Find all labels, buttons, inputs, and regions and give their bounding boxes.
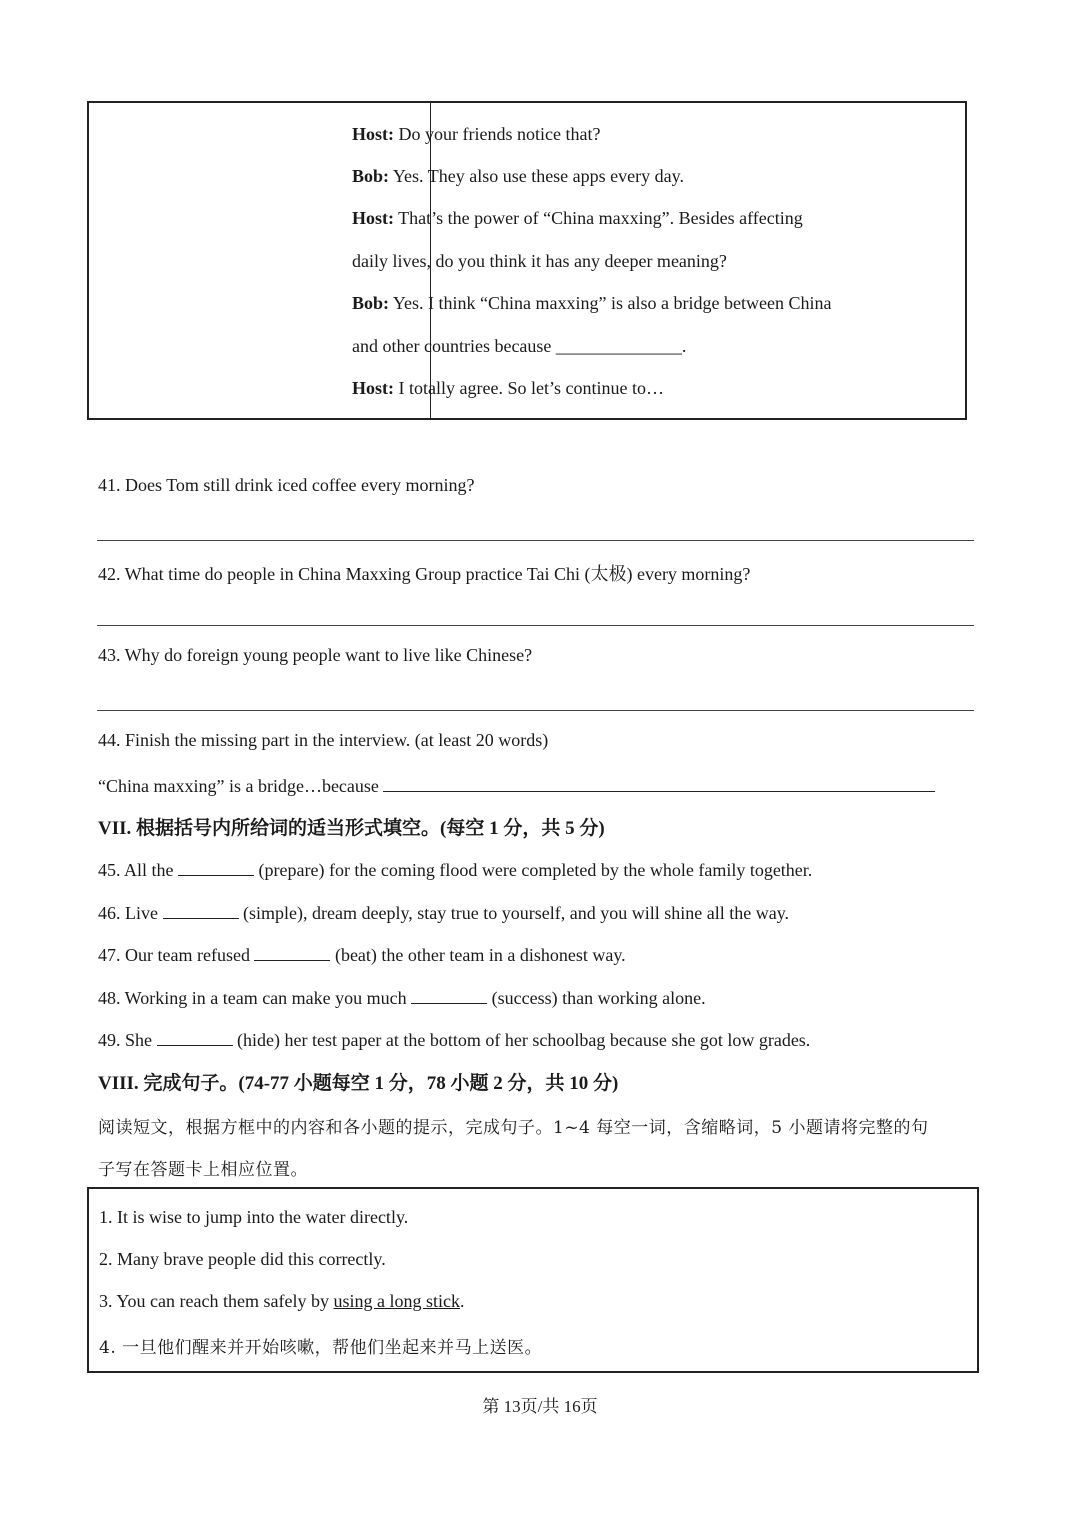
item-48: 48. Working in a team can make you much (success) than working alone. (98, 985, 706, 1009)
question-41: 41. Does Tom still drink iced coffee every morning? (98, 475, 475, 495)
hint-box (87, 1187, 979, 1373)
answer-blank-48[interactable] (411, 985, 487, 1004)
dialogue-line: Bob: Yes. They also use these apps every day. (352, 166, 684, 186)
answer-blank-49[interactable] (157, 1027, 233, 1046)
answer-blank-45[interactable] (178, 857, 254, 876)
hint-line-3: 3. You can reach them safely by using a long stick. (99, 1291, 465, 1311)
dialogue-line: Bob: Yes. I think “China maxxing” is also a bridge between China (352, 293, 832, 313)
section-8-instructions: 阅读短文，根据方框中的内容和各小题的提示，完成句子。1~4 每空一词，含缩略词，5 小题请将完整的句 (98, 1118, 929, 1138)
item-46: 46. Live (simple), dream deeply, stay true to yourself, and you will shine all the way. (98, 900, 789, 924)
answer-blank-46[interactable] (163, 900, 239, 919)
underlined-phrase: using a long stick (333, 1291, 460, 1311)
answer-blank-44[interactable] (383, 773, 935, 792)
dialogue-line: and other countries because ______________. (352, 336, 687, 356)
section-7-heading: VII. 根据括号内所给词的适当形式填空。(每空 1 分，共 5 分) (98, 818, 605, 839)
answer-line-43[interactable] (97, 710, 974, 711)
question-43: 43. Why do foreign young people want to live like Chinese? (98, 645, 533, 665)
question-44: 44. Finish the missing part in the interview. (at least 20 words) (98, 730, 549, 750)
dialogue-line: Host: Do your friends notice that? (352, 124, 601, 144)
answer-blank-47[interactable] (254, 942, 330, 961)
dialogue-line: Host: I totally agree. So let’s continue to… (352, 378, 664, 398)
answer-line-41[interactable] (97, 540, 974, 541)
hint-line-1: 1. It is wise to jump into the water directly. (99, 1207, 409, 1227)
item-49: 49. She (hide) her test paper at the bottom of her schoolbag because she got low grades. (98, 1027, 810, 1051)
dialogue-line: Host: That’s the power of “China maxxing”. Besides affecting (352, 208, 803, 228)
question-42: 42. What time do people in China Maxxing Group practice Tai Chi (太极) every morning? (98, 564, 751, 584)
item-45: 45. All the (prepare) for the coming flood were completed by the whole family together. (98, 857, 812, 881)
item-47: 47. Our team refused (beat) the other team in a dishonest way. (98, 942, 626, 966)
section-8-heading: VIII. 完成句子。(74-77 小题每空 1 分，78 小题 2 分，共 10 分) (98, 1073, 619, 1094)
hint-line-2: 2. Many brave people did this correctly. (99, 1249, 386, 1269)
dialogue-line: daily lives, do you think it has any deeper meaning? (352, 251, 727, 271)
section-8-instructions-cont: 子写在答题卡上相应位置。 (98, 1160, 308, 1180)
page-footer: 第 13页/共 16页 (482, 1397, 598, 1416)
hint-line-4: 4. 一旦他们醒来并开始咳嗽，帮他们坐起来并马上送医。 (99, 1338, 543, 1358)
question-44-prompt: “China maxxing” is a bridge…because (98, 773, 935, 797)
answer-line-42[interactable] (97, 625, 974, 626)
